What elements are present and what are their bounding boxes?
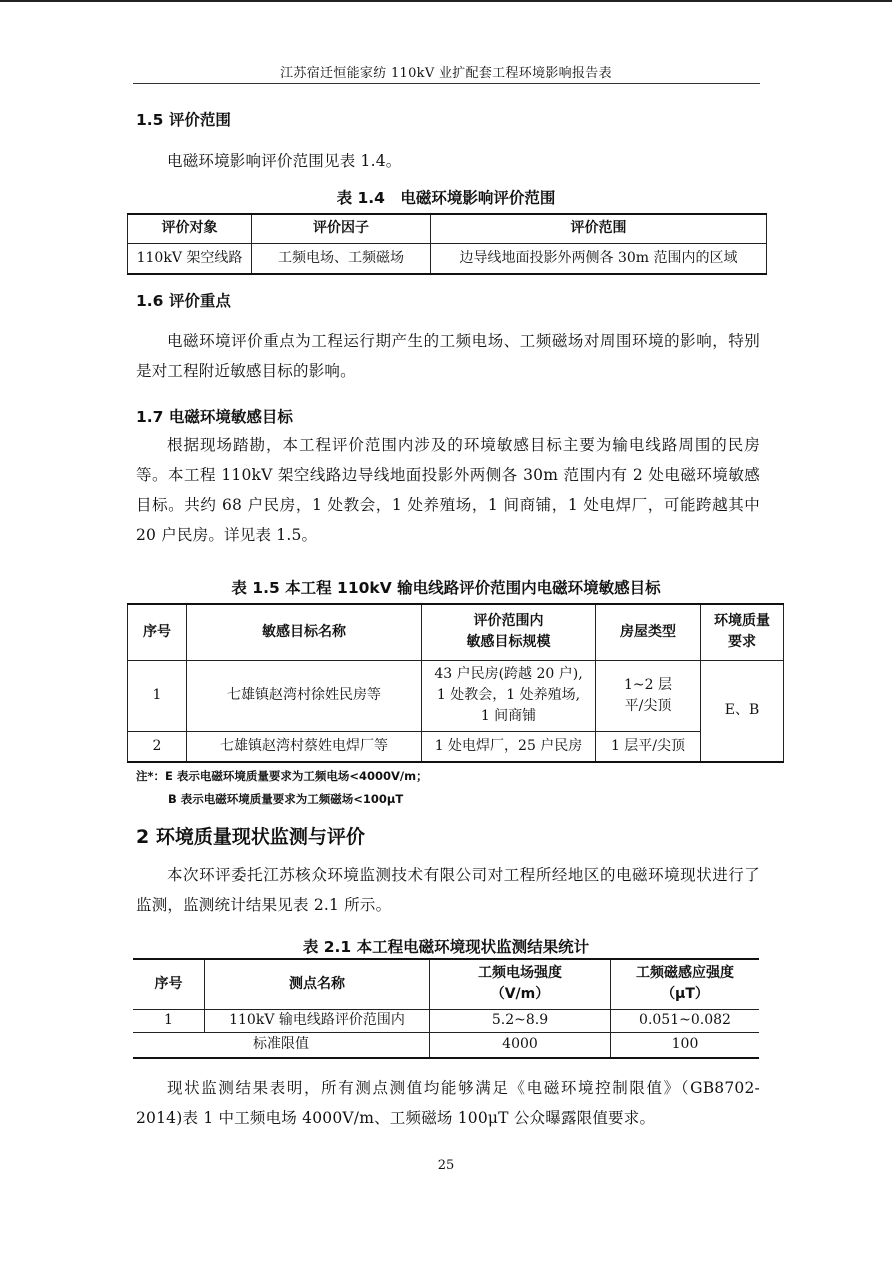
table-1-5	[127, 603, 784, 763]
table-cell-requirement: E、B	[701, 660, 784, 762]
table-cell: 1	[128, 660, 187, 731]
table-header-cell	[611, 959, 760, 1009]
table-cell: 边导线地面投影外两侧各 30m 范围内的区域	[431, 243, 767, 274]
table-row	[133, 1032, 759, 1058]
table-header-cell: 评价因子	[252, 214, 431, 243]
table-cell: 标准限值	[133, 1032, 430, 1058]
caption-table-1-4: 表 1.4 电磁环境影响评价范围	[336, 189, 556, 207]
table-cell: 七雄镇赵湾村蔡姓电焊厂等	[187, 731, 422, 762]
table-header-cell: 评价对象	[128, 214, 252, 243]
table-row	[133, 1009, 759, 1032]
table-header-cell: 敏感目标名称	[187, 604, 422, 660]
table-cell	[422, 660, 596, 731]
cell-line: 1 处教会，1 处养殖场,	[436, 687, 581, 703]
table-header-cell: 序号	[133, 959, 205, 1009]
note-line-1: 注*：E 表示电磁环境质量要求为工频电场<4000V/m；	[136, 769, 428, 783]
caption-table-2-1: 表 2.1 本工程电磁环境现状监测结果统计	[302, 938, 590, 956]
table-cell: 110kV 输电线路评价范围内	[205, 1009, 430, 1032]
table-header-cell	[430, 959, 611, 1009]
header-line: 工频磁感应强度	[636, 965, 734, 982]
table-cell: 0.051~0.082	[611, 1009, 760, 1032]
header-line: 环境质量	[714, 613, 770, 630]
table-cell: 110kV 架空线路	[128, 243, 252, 274]
cell-line: 43 户民房(跨越 20 户),	[434, 666, 583, 682]
header-rule	[133, 83, 760, 84]
header-line: （V/m）	[490, 986, 550, 1003]
heading-2: 2 环境质量现状监测与评价	[136, 826, 365, 848]
table-cell: 1 处电焊厂，25 户民房	[422, 731, 596, 762]
table-header-cell: 序号	[128, 604, 187, 660]
table-header-cell	[701, 604, 784, 660]
top-border	[0, 0, 892, 2]
table-row	[128, 731, 784, 762]
caption-table-1-5: 表 1.5 本工程 110kV 输电线路评价范围内电磁环境敏感目标	[231, 579, 661, 597]
header-line: 要求	[728, 634, 756, 651]
note-line-2: B 表示电磁环境质量要求为工频磁场<100μT	[168, 792, 404, 806]
table-cell: 2	[128, 731, 187, 762]
cell-line: 平/尖顶	[624, 697, 672, 714]
table-cell: 1 层平/尖顶	[596, 731, 701, 762]
table-row	[128, 660, 784, 731]
table-row	[128, 243, 767, 274]
para-conclusion: 现状监测结果表明，所有测点测值均能够满足《电磁环境控制限值》（GB8702-2014)表 1 中工频电场 4000V/m、工频磁场 100μT 公众曝露限值要求。	[136, 1079, 760, 1127]
table-header-cell	[422, 604, 596, 660]
para-1-7: 根据现场踏勘，本工程评价范围内涉及的环境敏感目标主要为输电线路周围的民房等。本工程 110kV 架空线路边导线地面投影外两侧各 30m 范围内有 2 处电磁环境敏感目标。共约 68 户民房，1 处教会，1 处养殖场，1 间商铺，1 处电焊厂，可能跨越其中 20 户民房。详见表 1.5。	[136, 436, 760, 544]
para-1-5: 电磁环境影响评价范围见表 1.4。	[167, 152, 402, 170]
page-header: 江苏宿迁恒能家纺 110kV 业扩配套工程环境影响报告表	[280, 66, 612, 81]
table-cell: 七雄镇赵湾村徐姓民房等	[187, 660, 422, 731]
header-line: 工频电场强度	[478, 965, 562, 982]
table-cell: 5.2~8.9	[430, 1009, 611, 1032]
table-cell: 4000	[430, 1032, 611, 1058]
heading-1-6: 1.6 评价重点	[136, 292, 231, 310]
table-cell: 1	[133, 1009, 205, 1032]
table-header-cell: 房屋类型	[596, 604, 701, 660]
cell-line: 1 间商铺	[480, 708, 537, 724]
para-1-6: 电磁环境评价重点为工程运行期产生的工频电场、工频磁场对周围环境的影响，特别是对工程附近敏感目标的影响。	[136, 332, 760, 380]
table-cell: 工频电场、工频磁场	[252, 243, 431, 274]
table-2-1	[133, 958, 759, 1059]
heading-1-5: 1.5 评价范围	[136, 111, 231, 129]
table-1-4	[127, 213, 767, 275]
table-cell	[596, 660, 701, 731]
heading-1-7: 1.7 电磁环境敏感目标	[136, 408, 293, 426]
table-header-cell: 测点名称	[205, 959, 430, 1009]
header-line: 评价范围内	[473, 613, 544, 630]
table-header-cell: 评价范围	[431, 214, 767, 243]
page-number: 25	[437, 1158, 455, 1173]
header-line: 敏感目标规模	[466, 634, 551, 651]
header-line: （μT）	[661, 986, 709, 1003]
cell-line: 1~2 层	[624, 676, 672, 693]
table-cell: 100	[611, 1032, 760, 1058]
para-2: 本次环评委托江苏核众环境监测技术有限公司对工程所经地区的电磁环境现状进行了监测，监测统计结果见表 2.1 所示。	[136, 866, 760, 914]
